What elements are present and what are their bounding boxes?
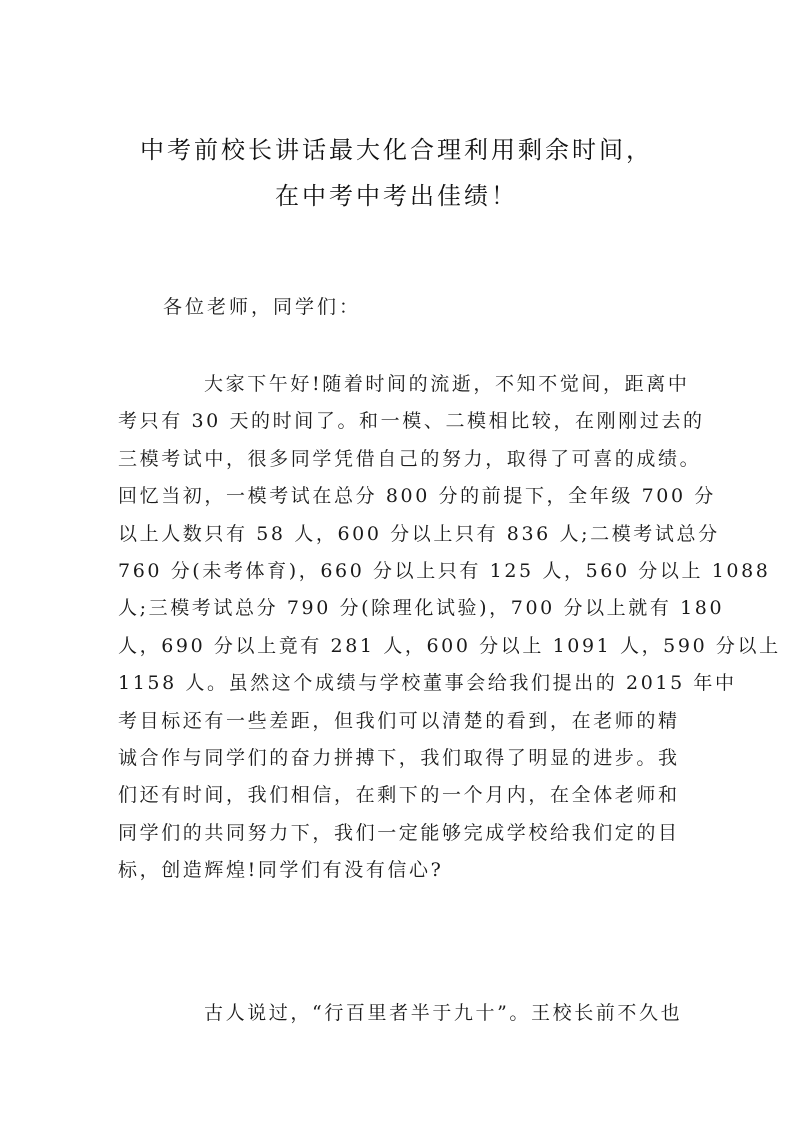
- paragraph-line: 760 分(未考体育)，660 分以上只有 125 人，560 分以上 1088: [118, 559, 771, 582]
- document-title-line-1: 中考前校长讲话最大化合理利用剩余时间，: [140, 136, 653, 164]
- paragraph-line: 们还有时间，我们相信，在剩下的一个月内，在全体老师和: [118, 784, 680, 807]
- paragraph-line: 诚合作与同学们的奋力拼搏下，我们取得了明显的进步。我: [118, 746, 680, 769]
- paragraph-line: 以上人数只有 58 人，600 分以上只有 836 人;二模考试总分: [118, 522, 720, 545]
- paragraph-line: 考只有 30 天的时间了。和一模、二模相比较，在刚刚过去的: [118, 410, 705, 433]
- paragraph-line: 回忆当初，一模考试在总分 800 分的前提下，全年级 700 分: [118, 485, 716, 508]
- salutation: 各位老师，同学们：: [163, 296, 362, 318]
- paragraph-1: [118, 366, 781, 889]
- paragraph-line: 人，690 分以上竟有 281 人，600 分以上 1091 人，590 分以上: [118, 634, 781, 657]
- paragraph-line: 大家下午好!随着时间的流逝，不知不觉间，距离中: [204, 373, 690, 395]
- paragraph-line: 考目标还有一些差距，但我们可以清楚的看到，在老师的精: [118, 709, 680, 732]
- paragraph-line: 三模考试中，很多同学凭借自己的努力，取得了可喜的成绩。: [118, 447, 702, 470]
- paragraph-line: 1158 人。虽然这个成绩与学校董事会给我们提出的 2015 年中: [118, 672, 737, 695]
- paragraph-line: 标，创造辉煌!同学们有没有信心?: [118, 859, 444, 882]
- paragraph-line: 同学们的共同努力下，我们一定能够完成学校给我们定的目: [118, 821, 680, 844]
- paragraph-line: 古人说过，“行百里者半于九十”。王校长前不久也: [204, 1002, 683, 1024]
- document-title-line-2: 在中考中考出佳绩！: [275, 182, 518, 210]
- paragraph-2: [118, 995, 683, 1032]
- paragraph-line: 人;三模考试总分 790 分(除理化试验)，700 分以上就有 180: [118, 597, 725, 620]
